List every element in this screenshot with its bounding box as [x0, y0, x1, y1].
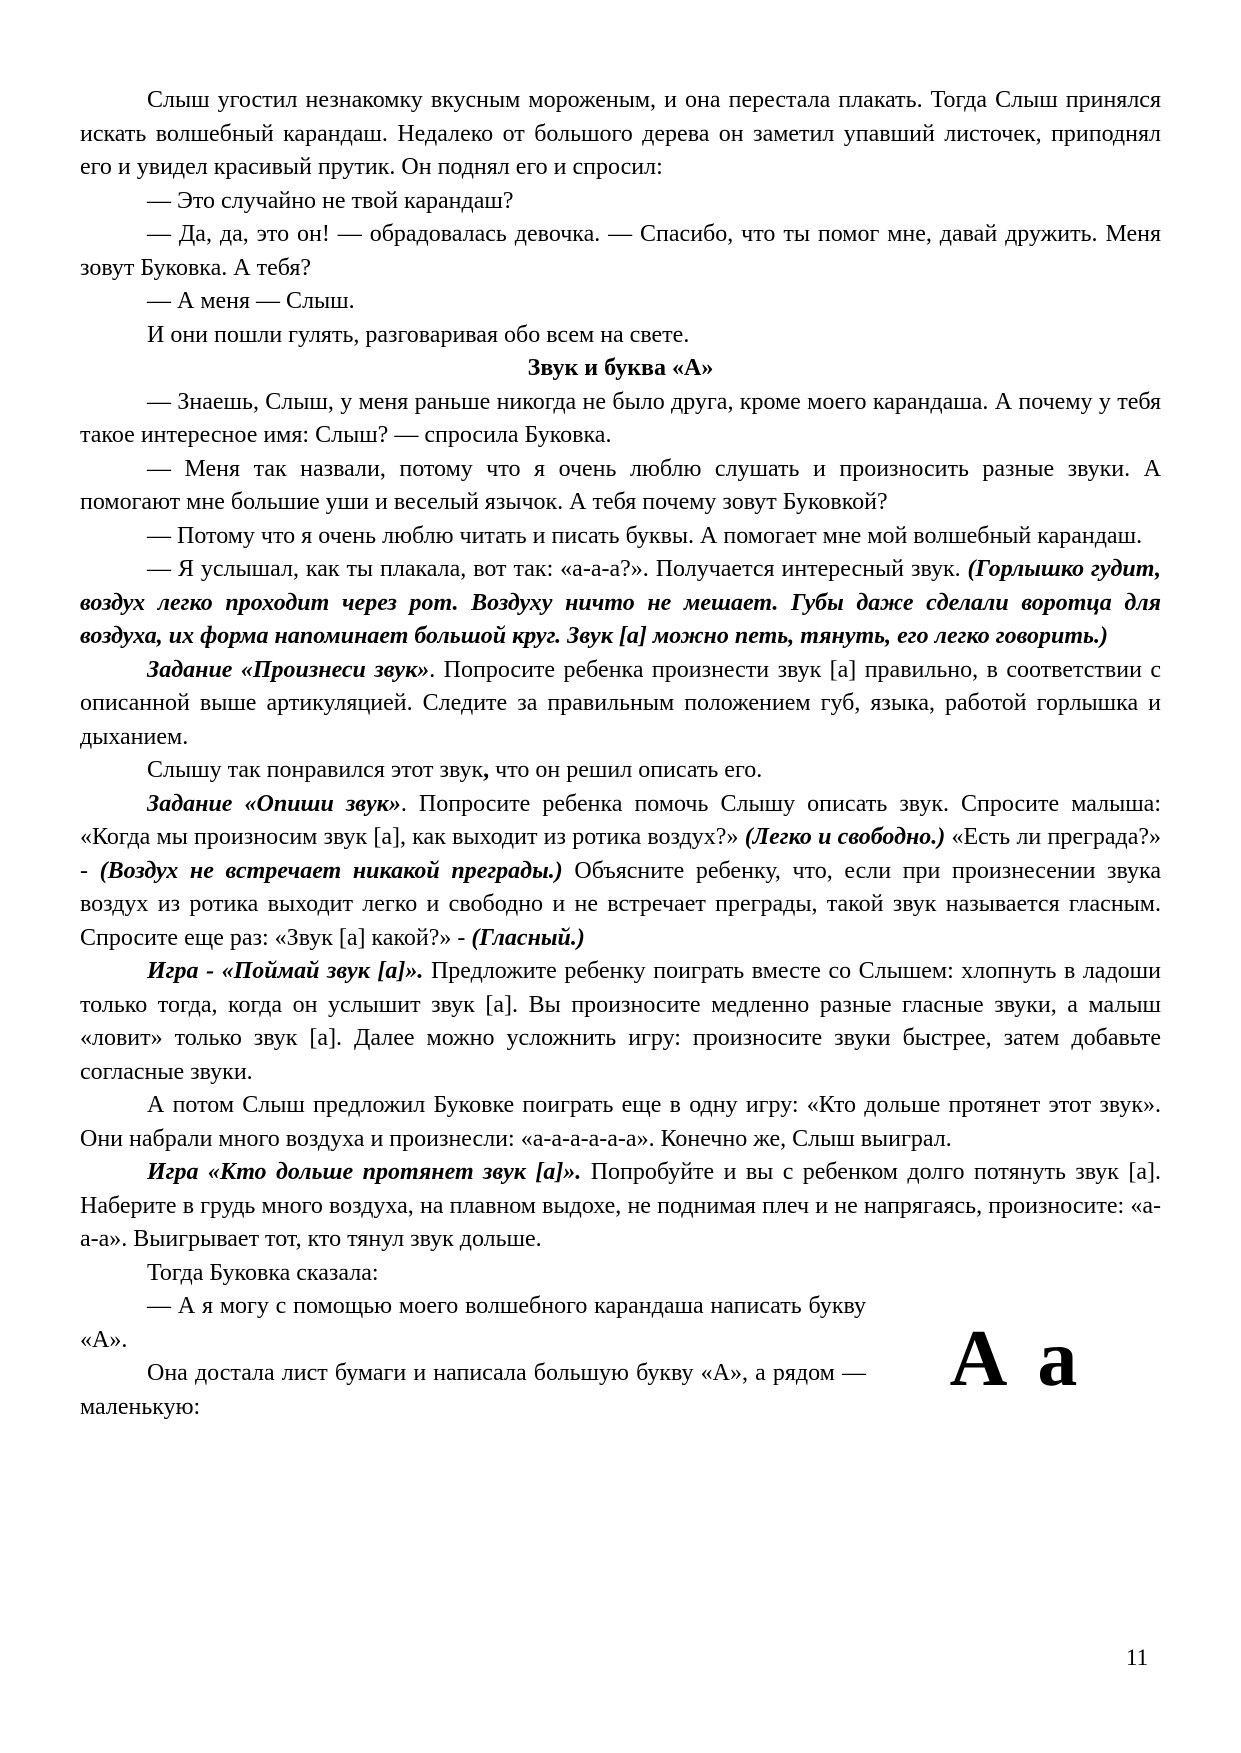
- text-segment: . Попросите ребенка помочь Слышу описать звук. Спросите малыша: «Когда мы произносим звук [а], как выходит из ротика воздух?»: [80, 790, 1161, 850]
- big-letters-display: А а: [949, 1315, 1078, 1403]
- paragraph: [80, 285, 1161, 319]
- paragraph: [80, 654, 1161, 755]
- tail-section: [80, 1290, 1161, 1428]
- page-number: 11: [1126, 1645, 1149, 1670]
- text-segment: Звук и буква «А»: [527, 355, 714, 381]
- text-segment: — Это случайно не твой карандаш?: [147, 187, 514, 214]
- text-segment: Игра «Кто дольше протянет звук [а]».: [147, 1159, 582, 1185]
- text-segment: (Легко и свободно.): [744, 824, 946, 850]
- text-segment: Задание «Опиши звук»: [147, 790, 401, 817]
- paragraph: [80, 754, 1161, 788]
- paragraph: [80, 185, 1161, 219]
- text-segment: (Гласный.): [471, 924, 585, 951]
- text-segment: . Попросите ребенка произнести звук [а] правильно, в соответствии с описанной выше артикуляцией. Следите за правильным положением губ, языка, работой горлышка и дыханием.: [80, 656, 1161, 750]
- paragraph: [80, 218, 1161, 285]
- paragraph: [80, 788, 1161, 956]
- text-segment: (Воздух не встречает никакой преграды.): [99, 857, 563, 884]
- paragraph: [80, 955, 1161, 1089]
- text-segment: — Меня так назвали, потому что я очень люблю слушать и произносить разные звуки. А помогают мне большие уши и веселый язычок. А тебя почему зовут Буковкой?: [80, 455, 1161, 515]
- text-segment: Она достала лист бумаги и написала большую букву «А», а рядом — маленькую:: [80, 1360, 866, 1420]
- text-segment: ,: [483, 757, 490, 783]
- text-segment: А потом Слыш предложил Буковке поиграть еще в одну игру: «Кто дольше протянет этот звук». Они набрали много воздуха и произнесли: «а-а-а-а-а-а». Конечно же, Слыш выиграл.: [80, 1092, 1161, 1152]
- text-segment: — А я могу с помощью моего волшебного карандаша написать букву «А».: [80, 1293, 866, 1353]
- section-heading: [80, 352, 1161, 386]
- text-segment: И они пошли гулять, разговаривая обо всем на свете.: [147, 321, 690, 348]
- text-segment: — А меня — Слыш.: [147, 288, 355, 314]
- paragraph: [80, 319, 1161, 353]
- text-segment: Слышу так понравился этот звук: [147, 757, 484, 783]
- text-segment: что он решил описать его.: [489, 757, 763, 783]
- paragraph: [80, 386, 1161, 453]
- text-segment: Предложите ребенку поиграть вместе со Слышем: хлопнуть в ладоши только тогда, когда он услышит звук [а]. Вы произносите медленно разные гласные звуки, а малыш «ловит» только звук [а]. Далее можно усложнить игру: произносите звуки быстрее, затем добавьте согласные звуки.: [80, 958, 1161, 1085]
- text-segment: (Горлышко гудит, воздух легко проходит через рот. Воздуху ничто не мешает. Губы даже сделали воротца для воздуха, их форма напоминает большой круг. Звук [а] можно петь, тянуть, его легко говорить.): [80, 556, 1161, 649]
- text-segment: — Потому что я очень люблю читать и писать буквы. А помогает мне мой волшебный карандаш.: [147, 522, 1143, 549]
- paragraph: [80, 453, 1161, 520]
- text-segment: — Знаешь, Слыш, у меня раньше никогда не было друга, кроме моего карандаша. А почему у тебя такое интересное имя: Слыш? — спросила Буковка.: [80, 388, 1161, 448]
- text-segment: «Есть ли преграда?» -: [80, 824, 1161, 884]
- text-segment: Игра - «Поймай звук [а]».: [147, 958, 424, 984]
- paragraph: [80, 1089, 1161, 1156]
- paragraph: [80, 520, 1161, 554]
- paragraph: [80, 1156, 1161, 1257]
- text-segment: Объясните ребенку, что, если при произнесении звука воздух из ротика выходит легко и свободно и не встречает преграды, такой звук называется гласным. Спросите еще раз: «Звук [а] какой?» -: [80, 857, 1162, 951]
- paragraph: [80, 553, 1161, 654]
- text-segment: — Да, да, это он! — обрадовалась девочка. — Спасибо, что ты помог мне, давай дружить. Меня зовут Буковка. А тебя?: [80, 221, 1161, 281]
- text-body: [80, 84, 1161, 1428]
- paragraph: [80, 84, 1161, 185]
- text-segment: Задание «Произнеси звук»: [147, 656, 430, 683]
- main-text: [80, 84, 1161, 1290]
- text-segment: — Я услышал, как ты плакала, вот так: «а-а-а?». Получается интересный звук.: [147, 556, 968, 582]
- text-segment: Попробуйте и вы с ребенком долго потянуть звук [а]. Наберите в грудь много воздуха, на плавном выдохе, не поднимая плеч и не напрягаясь, произносите: «а-а-а». Выигрывает тот, кто тянул звук дольше.: [80, 1159, 1162, 1252]
- text-segment: Слыш угостил незнакомку вкусным мороженым, и она перестала плакать. Тогда Слыш принялся искать волшебный карандаш. Недалеко от большого дерева он заметил упавший листочек, приподнял его и увидел красивый прутик. Он поднял его и спросил:: [80, 87, 1161, 180]
- text-segment: Тогда Буковка сказала:: [147, 1259, 379, 1286]
- paragraph: [80, 1257, 1161, 1291]
